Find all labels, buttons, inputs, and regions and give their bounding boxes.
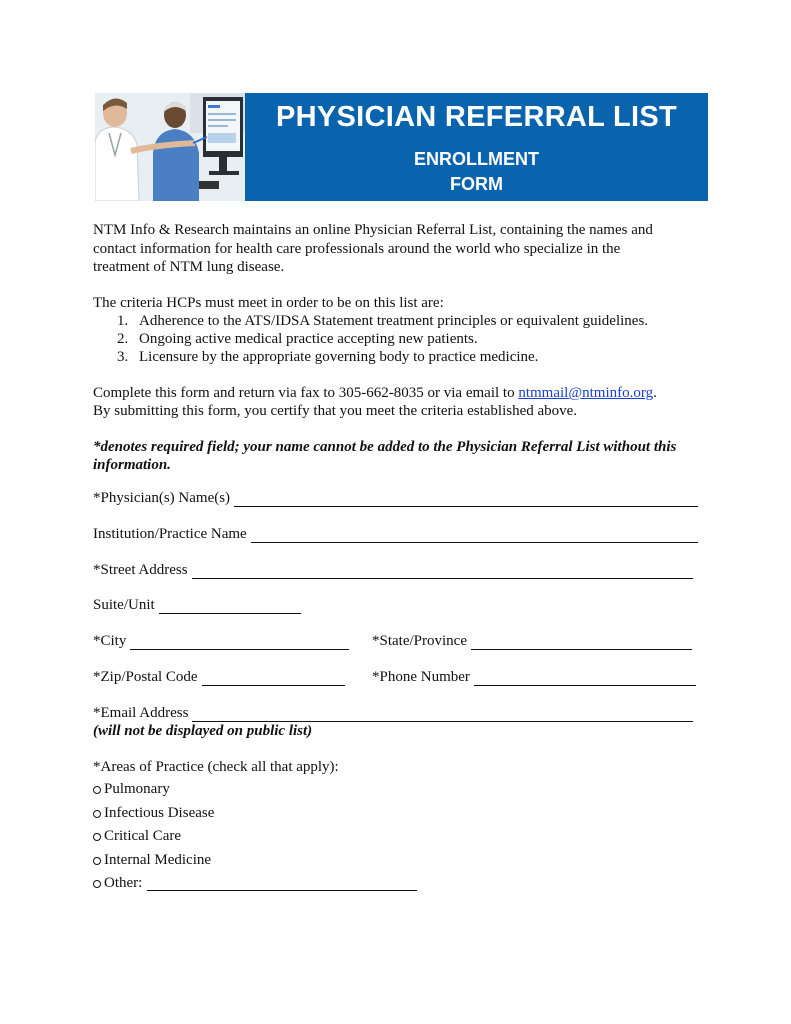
state-province-field: [372, 632, 692, 650]
criteria-num-3: 3.: [117, 349, 129, 365]
practice-option-label: Infectious Disease: [104, 805, 215, 821]
required-note-line-1: *denotes required field; your name cannot be added to the Physician Referral List without this: [93, 439, 677, 455]
radio-circle-icon[interactable]: [93, 810, 101, 818]
submit-prefix: Complete this form and return via fax to 305-662-8035 or via email to: [93, 385, 519, 401]
physician-name-field: [93, 489, 698, 507]
practice-option-other[interactable]: [93, 874, 417, 892]
criteria-lead: The criteria HCPs must meet in order to be on this list are:: [93, 295, 444, 311]
practice-option-label: Other:: [104, 875, 143, 891]
criteria-item-1: Adherence to the ATS/IDSA Statement treatment principles or equivalent guidelines.: [139, 313, 649, 329]
city-input[interactable]: [130, 635, 349, 650]
radio-circle-icon[interactable]: [93, 880, 101, 888]
submit-line-1: [93, 384, 657, 402]
submit-line-2: By submitting this form, you certify that you meet the criteria established above.: [93, 403, 578, 419]
zip-code-field: [93, 668, 345, 686]
email-address-label: *Email Address: [93, 705, 189, 721]
criteria-item-2: Ongoing active medical practice accepting new patients.: [139, 331, 478, 347]
practice-option-critical-care[interactable]: [93, 827, 181, 845]
submit-suffix: .: [653, 385, 657, 401]
street-address-input[interactable]: [192, 564, 693, 579]
practice-option-label: Internal Medicine: [104, 852, 212, 868]
radio-circle-icon[interactable]: [93, 786, 101, 794]
criteria-item-3: Licensure by the appropriate governing body to practice medicine.: [139, 349, 539, 365]
page-subtitle-line1: ENROLLMENT: [414, 149, 539, 169]
email-address-input[interactable]: [192, 707, 693, 722]
required-note-line-2: information.: [93, 457, 171, 473]
intro-line-2: contact information for health care professionals around the world who specialize in the: [93, 241, 621, 257]
practice-option-pulmonary[interactable]: [93, 780, 170, 798]
criteria-num-2: 2.: [117, 331, 129, 347]
practice-heading: *Areas of Practice (check all that apply):: [93, 759, 339, 775]
practice-option-label: Critical Care: [104, 828, 182, 844]
street-address-label: *Street Address: [93, 562, 188, 578]
city-label: *City: [93, 633, 127, 649]
radio-circle-icon[interactable]: [93, 833, 101, 841]
suite-unit-input[interactable]: [159, 599, 301, 614]
physician-name-label: *Physician(s) Name(s): [93, 490, 231, 506]
header-banner: [95, 93, 708, 201]
intro-line-1: NTM Info & Research maintains an online Physician Referral List, containing the names and: [93, 222, 653, 238]
state-province-input[interactable]: [471, 635, 692, 650]
email-link[interactable]: ntmmail@ntminfo.org: [518, 385, 654, 401]
radio-circle-icon[interactable]: [93, 857, 101, 865]
page-title: PHYSICIAN REFERRAL LIST: [275, 101, 678, 133]
city-field: [93, 632, 349, 650]
intro-line-3: treatment of NTM lung disease.: [93, 259, 285, 275]
street-address-field: [93, 561, 693, 579]
suite-unit-label: Suite/Unit: [93, 597, 155, 613]
zip-code-input[interactable]: [202, 671, 345, 686]
header-title-block: [245, 93, 708, 201]
institution-label: Institution/Practice Name: [93, 526, 247, 542]
practice-option-internal-medicine[interactable]: [93, 851, 211, 869]
doctor-patient-image: [95, 93, 245, 201]
practice-option-label: Pulmonary: [104, 781, 170, 797]
practice-option-infectious-disease[interactable]: [93, 804, 214, 822]
phone-number-input[interactable]: [474, 671, 696, 686]
header-photo: [95, 93, 245, 201]
email-address-field: [93, 704, 693, 722]
email-note: (will not be displayed on public list): [93, 723, 313, 739]
institution-field: [93, 525, 698, 543]
state-province-label: *State/Province: [372, 633, 467, 649]
physician-name-input[interactable]: [234, 492, 698, 507]
phone-number-label: *Phone Number: [372, 669, 470, 685]
phone-number-field: [372, 668, 696, 686]
suite-unit-field: [93, 596, 301, 614]
institution-input[interactable]: [251, 528, 698, 543]
zip-code-label: *Zip/Postal Code: [93, 669, 198, 685]
criteria-num-1: 1.: [117, 313, 129, 329]
page-subtitle-line2: FORM: [450, 174, 503, 194]
other-input[interactable]: [147, 876, 417, 891]
